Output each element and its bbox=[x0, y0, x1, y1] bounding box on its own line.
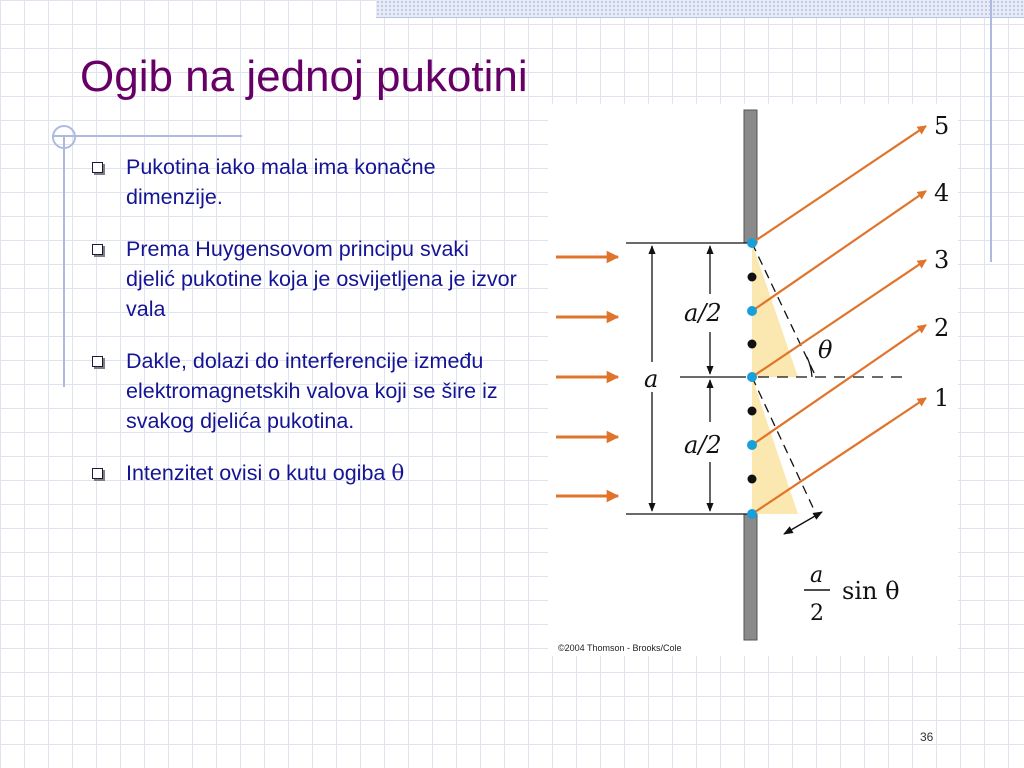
bullet-item bbox=[90, 458, 520, 489]
source-point-blue bbox=[747, 440, 757, 450]
diffracted-ray-4 bbox=[752, 191, 926, 311]
bullet-item bbox=[90, 152, 520, 212]
top-decor-band bbox=[376, 0, 1024, 18]
figure-credit: ©2004 Thomson - Brooks/Cole bbox=[558, 643, 682, 653]
upper-wedge bbox=[752, 243, 798, 377]
source-point-blue bbox=[747, 306, 757, 316]
source-point-black bbox=[748, 273, 757, 282]
path-difference-numerator: a bbox=[810, 563, 824, 588]
angle-label: θ bbox=[818, 336, 833, 364]
bullet-text: Dakle, dolazi do interferencije između elektromagnetskih valova koji se šire iz svakog djelića pukotina. bbox=[126, 349, 498, 433]
barrier-bottom bbox=[744, 514, 757, 640]
square-bullet-icon bbox=[92, 356, 103, 367]
source-point-black bbox=[748, 340, 757, 349]
title-underline-decor bbox=[52, 135, 242, 137]
left-decor-line bbox=[63, 135, 65, 387]
path-difference-sin: sin θ bbox=[842, 577, 900, 605]
diffracted-ray-3 bbox=[752, 260, 926, 377]
source-point-blue bbox=[747, 372, 757, 382]
source-point-blue bbox=[747, 509, 757, 519]
source-point-black bbox=[748, 407, 757, 416]
barrier-top bbox=[744, 110, 757, 243]
ray-label-1: 1 bbox=[934, 384, 950, 412]
lower-wedge bbox=[752, 377, 798, 514]
bullet-text: Intenzitet ovisi o kutu ogiba bbox=[126, 461, 392, 485]
ray-label-4: 4 bbox=[934, 179, 950, 207]
bullet-list bbox=[90, 152, 520, 511]
decor-ring bbox=[52, 125, 76, 149]
path-difference-denominator: 2 bbox=[810, 601, 824, 626]
square-bullet-icon bbox=[92, 468, 103, 479]
square-bullet-icon bbox=[92, 244, 103, 255]
ray-label-5: 5 bbox=[934, 112, 950, 140]
source-point-black bbox=[748, 475, 757, 484]
diffraction-figure bbox=[548, 104, 958, 656]
width-label: a bbox=[644, 365, 659, 393]
theta-symbol: θ bbox=[391, 461, 405, 486]
ray-label-2: 2 bbox=[934, 314, 950, 342]
bullet-item bbox=[90, 346, 520, 436]
bullet-text: Pukotina iako mala ima konačne dimenzije. bbox=[126, 155, 436, 209]
diffraction-diagram bbox=[548, 104, 958, 656]
bullet-item bbox=[90, 234, 520, 324]
slide-title: Ogib na jednoj pukotini bbox=[80, 52, 528, 101]
half-width-label-upper: a/2 bbox=[684, 299, 722, 327]
diffracted-ray-5 bbox=[752, 126, 926, 243]
source-point-blue bbox=[747, 238, 757, 248]
square-bullet-icon bbox=[92, 162, 103, 173]
bullet-text: Prema Huygensovom principu svaki djelić pukotine koja je osvijetljena je izvor vala bbox=[126, 237, 517, 321]
right-decor-line bbox=[990, 0, 992, 262]
half-width-label-lower: a/2 bbox=[684, 431, 722, 459]
page-number: 36 bbox=[920, 730, 934, 744]
path-difference-arrow bbox=[784, 512, 822, 534]
ray-label-3: 3 bbox=[934, 246, 950, 274]
